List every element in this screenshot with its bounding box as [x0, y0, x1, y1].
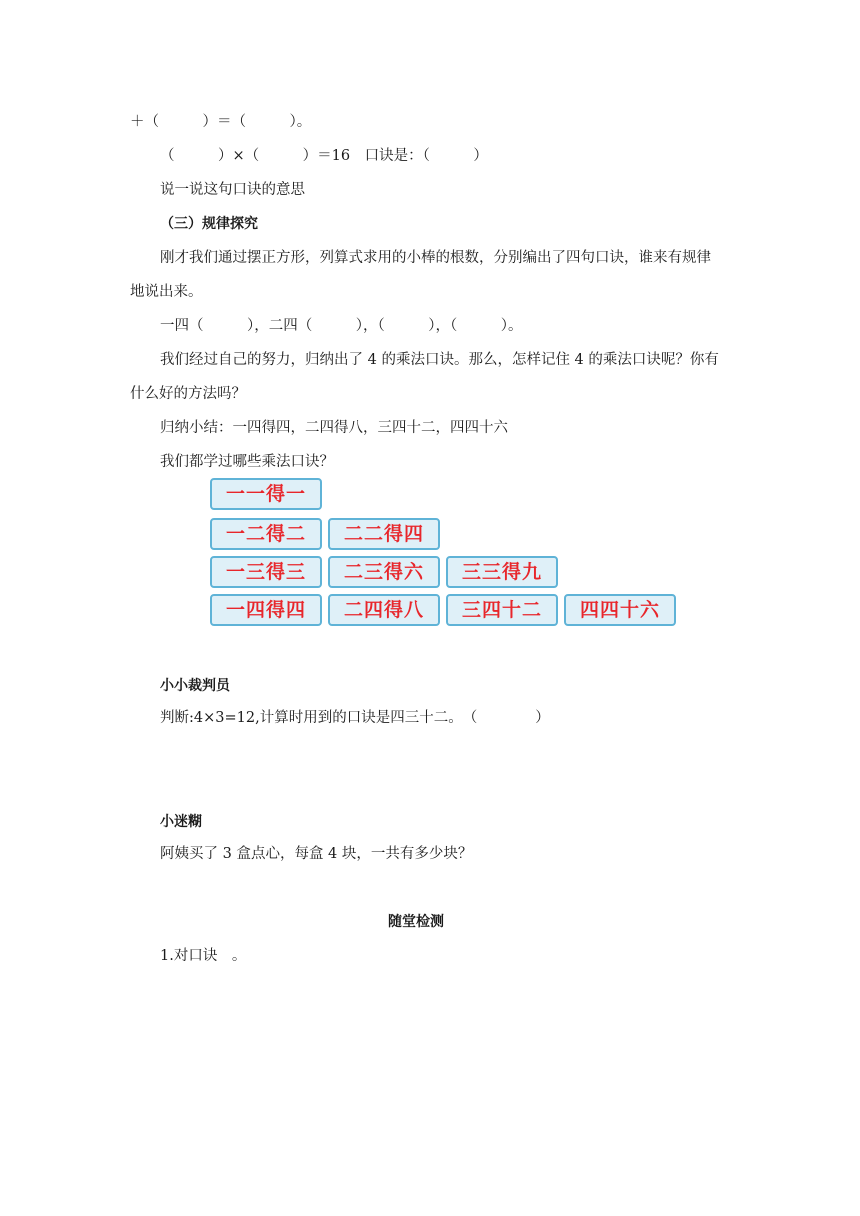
paragraph-pattern-line2: 地说出来。 [130, 284, 203, 300]
multiplication-rhyme-table [210, 478, 690, 634]
paragraph-pattern-line1: 刚才我们通过摆正方形，列算式求用的小棒的根数，分别编出了四句口诀，谁来有规律 [160, 250, 711, 266]
rhyme-tile: 一三得三 [210, 556, 322, 588]
rhyme-tile: 一一得一 [210, 478, 322, 510]
rhyme-tile: 三四十二 [446, 594, 558, 626]
rhyme-tile: 二三得六 [328, 556, 440, 588]
rhyme-tile: 二二得四 [328, 518, 440, 550]
quiz-title: 随堂检测 [388, 914, 444, 930]
explain-prompt: 说一说这句口诀的意思 [160, 182, 305, 198]
fill-blank-rhymes: 一四（ ），二四（ ），（ ），（ ）。 [160, 318, 523, 334]
rhyme-tile: 一四得四 [210, 594, 322, 626]
fill-blank-sum: ＋（ ）＝（ ）。 [130, 114, 312, 130]
rhyme-tile: 一二得二 [210, 518, 322, 550]
question-learned-rhymes: 我们都学过哪些乘法口诀？ [160, 454, 334, 470]
section-heading-judge: 小小裁判员 [160, 678, 230, 694]
fill-blank-product: （ ）×（ ）＝16 口诀是：（ ） [160, 148, 488, 164]
word-problem: 阿姨买了 3 盒点心，每盒 4 块，一共有多少块？ [160, 846, 473, 862]
quiz-item-1: 1.对口诀 。 [160, 948, 247, 964]
section-heading-confused: 小迷糊 [160, 814, 202, 830]
rhyme-tile: 三三得九 [446, 556, 558, 588]
summary-line: 归纳小结：一四得四，二四得八，三四十二，四四十六 [160, 420, 508, 436]
judge-question: 判断:4×3=12,计算时用到的口诀是四三十二。 （ ） [160, 710, 550, 726]
paragraph-memorize-line2: 什么好的方法吗？ [130, 386, 246, 402]
rhyme-tile: 二四得八 [328, 594, 440, 626]
rhyme-tile: 四四十六 [564, 594, 676, 626]
paragraph-memorize-line1: 我们经过自己的努力，归纳出了 4 的乘法口诀。那么，怎样记住 4 的乘法口诀呢？你有 [160, 352, 719, 368]
section-heading-pattern: （三）规律探究 [160, 216, 258, 232]
